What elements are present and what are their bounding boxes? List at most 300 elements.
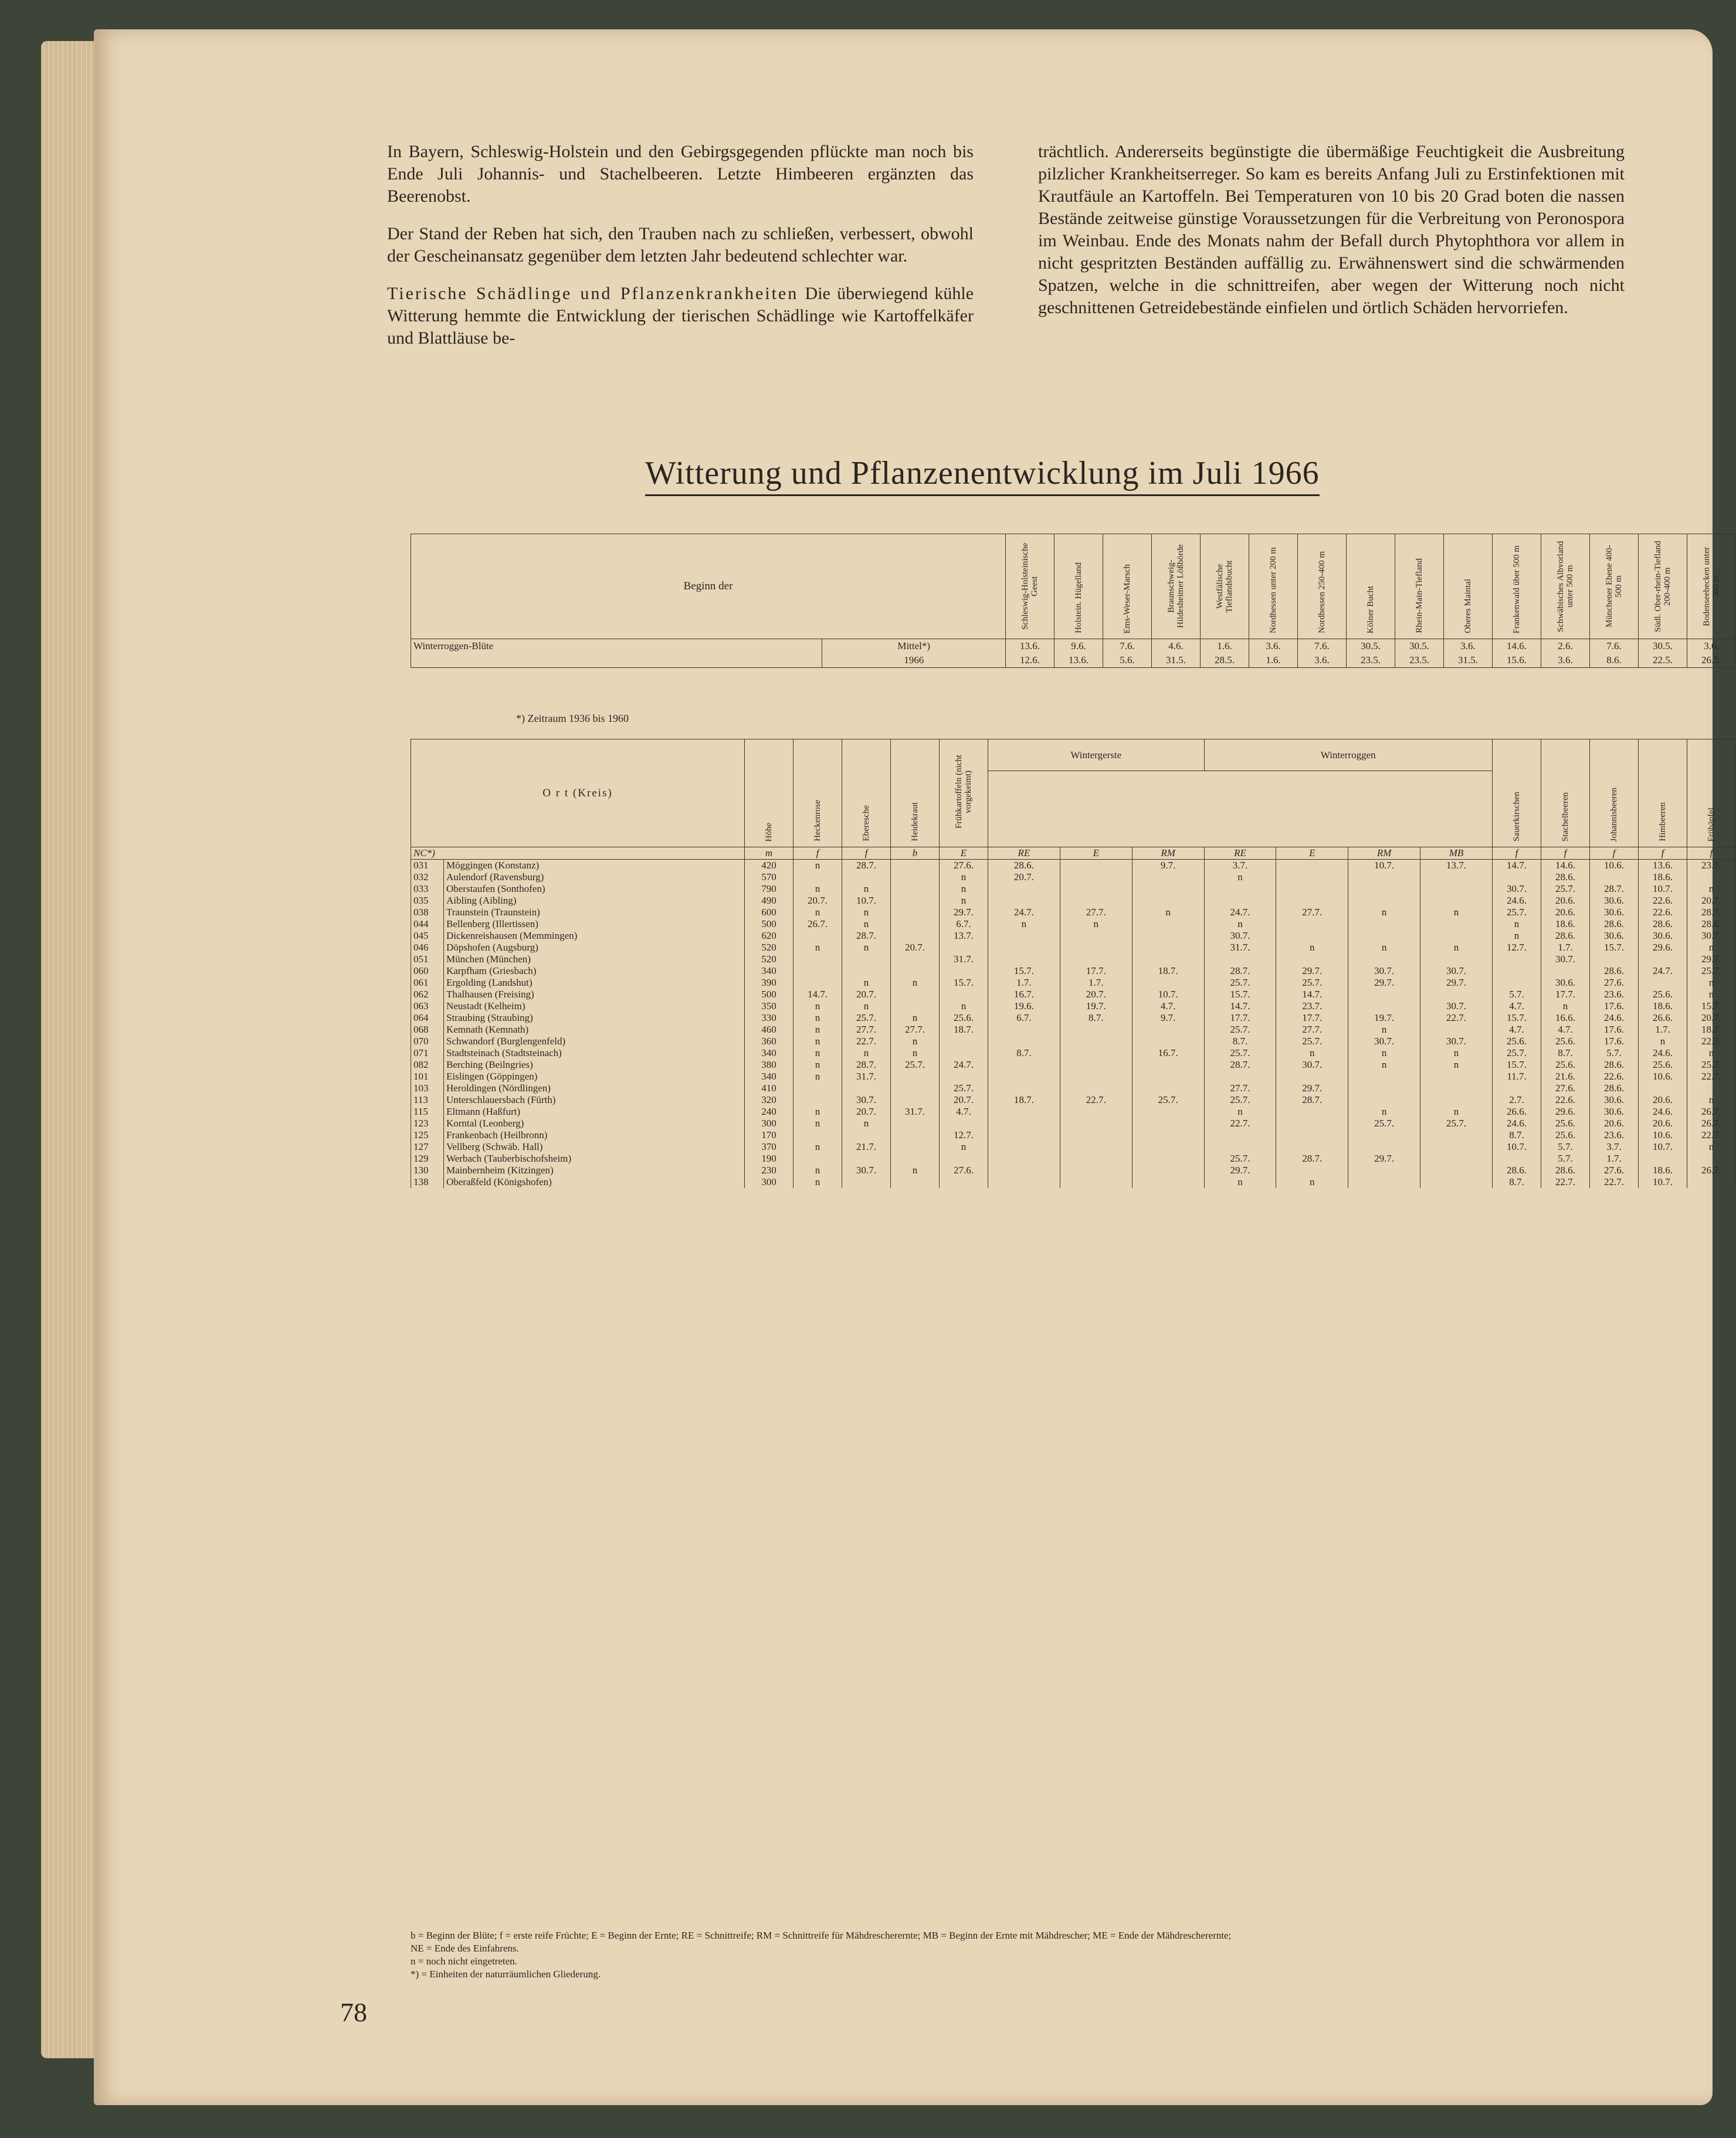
unit-cell: b bbox=[891, 847, 940, 860]
date-cell: n bbox=[1687, 1047, 1736, 1059]
date-cell: n bbox=[940, 883, 988, 895]
date-cell: 22.7. bbox=[1420, 1012, 1493, 1024]
date-cell bbox=[1420, 1024, 1493, 1036]
date-cell: 15.7. bbox=[1493, 1012, 1541, 1024]
date-cell: 10.7. bbox=[1639, 883, 1687, 895]
table-row bbox=[411, 1176, 1736, 1188]
date-cell bbox=[1204, 1129, 1276, 1141]
table-row bbox=[411, 1165, 1736, 1176]
date-cell: 15.7. bbox=[1590, 942, 1639, 953]
date-cell: 26.6. bbox=[1493, 1106, 1541, 1118]
date-cell: 31.7. bbox=[1204, 942, 1276, 953]
unit-cell: E bbox=[1060, 847, 1132, 860]
date-cell bbox=[1590, 953, 1639, 965]
date-cell: 25.6. bbox=[1541, 1059, 1590, 1071]
date-cell: 14.7. bbox=[1276, 989, 1348, 1000]
date-cell: 28.6. bbox=[1541, 1165, 1590, 1176]
table-row bbox=[411, 977, 1736, 989]
date-cell: 5.7. bbox=[1493, 989, 1541, 1000]
station-code: 033 bbox=[411, 883, 444, 895]
date-cell: n bbox=[891, 1165, 940, 1176]
date-cell: 25.6. bbox=[1493, 1036, 1541, 1047]
date-cell bbox=[1348, 1000, 1420, 1012]
station-code: 129 bbox=[411, 1153, 444, 1165]
date-cell bbox=[1060, 895, 1132, 907]
date-cell bbox=[940, 965, 988, 977]
station-code: 060 bbox=[411, 965, 444, 977]
date-cell: n bbox=[940, 1141, 988, 1153]
date-cell bbox=[1348, 883, 1420, 895]
date-cell: 24.6. bbox=[1639, 1047, 1687, 1059]
date-cell bbox=[1687, 1082, 1736, 1094]
summary-cell: 4.6. bbox=[1152, 639, 1201, 654]
date-cell: n bbox=[842, 883, 891, 895]
station-name: Unterschlauersbach (Fürth) bbox=[443, 1094, 744, 1106]
date-cell: 14.6. bbox=[1541, 860, 1590, 872]
date-cell: 8.7. bbox=[988, 1047, 1060, 1059]
date-cell: n bbox=[1493, 930, 1541, 942]
summary-cell: 7.6. bbox=[1590, 639, 1639, 654]
date-cell: n bbox=[1204, 871, 1276, 883]
date-cell: 24.7. bbox=[1204, 907, 1276, 918]
date-cell: n bbox=[1348, 1106, 1420, 1118]
col-hoehe: Höhe bbox=[745, 739, 794, 847]
unit-cell: f bbox=[1590, 847, 1639, 860]
date-cell: 23.7. bbox=[1276, 1000, 1348, 1012]
date-cell: 25.7. bbox=[1348, 1118, 1420, 1129]
col-stachelbeeren: Stachelbeeren bbox=[1541, 739, 1590, 847]
summary-table bbox=[411, 534, 1736, 668]
station-code: 031 bbox=[411, 860, 444, 872]
date-cell: n bbox=[1132, 907, 1204, 918]
units-row bbox=[411, 847, 1736, 860]
unit-cell: RE bbox=[1204, 847, 1276, 860]
date-cell: n bbox=[794, 1024, 842, 1036]
station-height: 300 bbox=[745, 1176, 794, 1188]
date-cell: 20.6. bbox=[1639, 1094, 1687, 1106]
date-cell bbox=[1493, 1082, 1541, 1094]
date-cell: n bbox=[1687, 1141, 1736, 1153]
date-cell bbox=[1276, 930, 1348, 942]
date-cell bbox=[1132, 1165, 1204, 1176]
summary-corner: Beginn der bbox=[411, 534, 1006, 639]
station-height: 600 bbox=[745, 907, 794, 918]
unit-cell: RM bbox=[1348, 847, 1420, 860]
date-cell: n bbox=[794, 1059, 842, 1071]
date-cell: 25.6. bbox=[1639, 989, 1687, 1000]
date-cell bbox=[1132, 1153, 1204, 1165]
summary-cell: 13.6. bbox=[1006, 639, 1055, 654]
station-code: 082 bbox=[411, 1059, 444, 1071]
date-cell bbox=[1060, 1059, 1132, 1071]
date-cell: 29.7. bbox=[1687, 953, 1736, 965]
station-height: 370 bbox=[745, 1141, 794, 1153]
station-name: Werbach (Tauberbischofsheim) bbox=[443, 1153, 744, 1165]
date-cell: 27.7. bbox=[1276, 907, 1348, 918]
station-name: Schwandorf (Burglengenfeld) bbox=[443, 1036, 744, 1047]
station-height: 520 bbox=[745, 953, 794, 965]
date-cell: 28.6. bbox=[1590, 1082, 1639, 1094]
unit-cell: MB bbox=[1420, 847, 1493, 860]
summary-cell: 1.6. bbox=[1201, 639, 1249, 654]
date-cell: 27.7. bbox=[891, 1024, 940, 1036]
date-cell: n bbox=[1204, 918, 1276, 930]
station-height: 190 bbox=[745, 1153, 794, 1165]
date-cell bbox=[988, 1176, 1060, 1188]
date-cell: 30.6. bbox=[1590, 895, 1639, 907]
date-cell: 17.6. bbox=[1590, 1000, 1639, 1012]
date-cell bbox=[1132, 1129, 1204, 1141]
date-cell bbox=[988, 1118, 1060, 1129]
date-cell bbox=[1276, 1118, 1348, 1129]
date-cell: 30.6. bbox=[1590, 930, 1639, 942]
date-cell bbox=[1348, 953, 1420, 965]
station-height: 420 bbox=[745, 860, 794, 872]
date-cell bbox=[988, 1129, 1060, 1141]
date-cell bbox=[891, 965, 940, 977]
date-cell: n bbox=[794, 1036, 842, 1047]
date-cell bbox=[842, 1176, 891, 1188]
date-cell: 4.7. bbox=[1493, 1000, 1541, 1012]
date-cell: n bbox=[1420, 907, 1493, 918]
date-cell: 21.7. bbox=[842, 1141, 891, 1153]
date-cell: 30.7. bbox=[1541, 953, 1590, 965]
date-cell: 25.7. bbox=[1204, 977, 1276, 989]
station-code: 103 bbox=[411, 1082, 444, 1094]
date-cell bbox=[1132, 1106, 1204, 1118]
summary-row-label bbox=[411, 653, 822, 668]
date-cell: 10.6. bbox=[1590, 860, 1639, 872]
summary-cell: 3.6. bbox=[1687, 639, 1736, 654]
date-cell: 20.6. bbox=[1541, 895, 1590, 907]
date-cell bbox=[891, 1118, 940, 1129]
legend bbox=[411, 1929, 1736, 1981]
date-cell bbox=[891, 860, 940, 872]
date-cell: 11.7. bbox=[1493, 1071, 1541, 1082]
table-row bbox=[411, 1129, 1736, 1141]
date-cell: n bbox=[794, 1165, 842, 1176]
date-cell: 24.6. bbox=[1639, 1106, 1687, 1118]
date-cell bbox=[1132, 871, 1204, 883]
station-height: 300 bbox=[745, 1118, 794, 1129]
station-code: 101 bbox=[411, 1071, 444, 1082]
date-cell: 24.7. bbox=[988, 907, 1060, 918]
date-cell bbox=[794, 1094, 842, 1106]
date-cell bbox=[1060, 1106, 1132, 1118]
date-cell: 25.6. bbox=[940, 1012, 988, 1024]
date-cell bbox=[891, 895, 940, 907]
region-header: Münchener Ebene 400-500 m bbox=[1590, 534, 1639, 639]
date-cell: 25.7. bbox=[1204, 1094, 1276, 1106]
station-code: 138 bbox=[411, 1176, 444, 1188]
date-cell bbox=[891, 918, 940, 930]
date-cell bbox=[1132, 918, 1204, 930]
page-title: Witterung und Pflanzenentwicklung im Juli 1966 bbox=[645, 454, 1320, 496]
date-cell: 9.7. bbox=[1132, 860, 1204, 872]
book-page bbox=[94, 29, 1721, 2105]
date-cell: 27.7. bbox=[1204, 1082, 1276, 1094]
date-cell: 20.6. bbox=[1639, 1118, 1687, 1129]
date-cell: 25.7. bbox=[1204, 1153, 1276, 1165]
date-cell: 26.7. bbox=[794, 918, 842, 930]
date-cell: 20.6. bbox=[1541, 907, 1590, 918]
station-name: Mainbernheim (Kitzingen) bbox=[443, 1165, 744, 1176]
page-number: 78 bbox=[340, 1997, 367, 2027]
col-johannisbeeren: Johannisbeeren bbox=[1590, 739, 1639, 847]
date-cell: 25.7. bbox=[1493, 907, 1541, 918]
table-row bbox=[411, 953, 1736, 965]
date-cell: 30.6. bbox=[1590, 1106, 1639, 1118]
date-cell: 30.6. bbox=[1590, 907, 1639, 918]
date-cell: n bbox=[842, 1047, 891, 1059]
date-cell: 23.6. bbox=[1590, 989, 1639, 1000]
date-cell: n bbox=[842, 907, 891, 918]
date-cell bbox=[988, 1153, 1060, 1165]
date-cell bbox=[1276, 953, 1348, 965]
station-name: Eislingen (Göppingen) bbox=[443, 1071, 744, 1082]
date-cell: 27.6. bbox=[940, 1165, 988, 1176]
station-height: 340 bbox=[745, 1047, 794, 1059]
date-cell bbox=[1420, 989, 1493, 1000]
table-row bbox=[411, 965, 1736, 977]
date-cell bbox=[1060, 1153, 1132, 1165]
date-cell bbox=[1276, 860, 1348, 872]
date-cell: 28.6. bbox=[1541, 871, 1590, 883]
date-cell: 20.7. bbox=[1060, 989, 1132, 1000]
date-cell: 10.7. bbox=[1132, 989, 1204, 1000]
date-cell: n bbox=[794, 907, 842, 918]
date-cell: 29.7. bbox=[1276, 965, 1348, 977]
main-body bbox=[411, 847, 1736, 1189]
station-code: 051 bbox=[411, 953, 444, 965]
col-sauerkirschen: Sauerkirschen bbox=[1493, 739, 1541, 847]
date-cell: 29.7. bbox=[1276, 1082, 1348, 1094]
date-cell bbox=[988, 942, 1060, 953]
date-cell: 27.6. bbox=[1590, 977, 1639, 989]
date-cell bbox=[1493, 871, 1541, 883]
unit-cell: RM bbox=[1132, 847, 1204, 860]
legend-line: n = noch nicht eingetreten. bbox=[411, 1956, 517, 1967]
region-header: Nordhessen unter 200 m bbox=[1249, 534, 1298, 639]
station-name: Traunstein (Traunstein) bbox=[443, 907, 744, 918]
date-cell bbox=[794, 1153, 842, 1165]
date-cell: 5.7. bbox=[1590, 1047, 1639, 1059]
date-cell: 16.6. bbox=[1541, 1012, 1590, 1024]
date-cell bbox=[1348, 1176, 1420, 1188]
table-row bbox=[411, 1153, 1736, 1165]
date-cell bbox=[1132, 1176, 1204, 1188]
station-height: 230 bbox=[745, 1165, 794, 1176]
date-cell: 24.7. bbox=[940, 1059, 988, 1071]
station-name: Vellberg (Schwäb. Hall) bbox=[443, 1141, 744, 1153]
date-cell: 27.7. bbox=[1276, 1024, 1348, 1036]
date-cell: 22.6. bbox=[1541, 1094, 1590, 1106]
date-cell bbox=[1348, 1094, 1420, 1106]
date-cell: 24.6. bbox=[1493, 895, 1541, 907]
date-cell: 23.7. bbox=[1687, 860, 1736, 872]
date-cell: 24.6. bbox=[1590, 1012, 1639, 1024]
table-row bbox=[411, 883, 1736, 895]
station-code: 046 bbox=[411, 942, 444, 953]
date-cell bbox=[1493, 1153, 1541, 1165]
table-row bbox=[411, 1071, 1736, 1082]
date-cell: 6.7. bbox=[940, 918, 988, 930]
station-height: 500 bbox=[745, 989, 794, 1000]
ort-header: O r t (Kreis) bbox=[411, 739, 745, 847]
date-cell bbox=[842, 1129, 891, 1141]
date-cell: 4.7. bbox=[1541, 1024, 1590, 1036]
date-cell bbox=[1420, 1153, 1493, 1165]
date-cell: 30.7. bbox=[1493, 883, 1541, 895]
date-cell: 24.7. bbox=[1639, 965, 1687, 977]
table-row bbox=[411, 1106, 1736, 1118]
date-cell bbox=[1639, 953, 1687, 965]
station-name: Aulendorf (Ravensburg) bbox=[443, 871, 744, 883]
table-row bbox=[411, 871, 1736, 883]
station-name: Karpfham (Griesbach) bbox=[443, 965, 744, 977]
date-cell bbox=[1276, 883, 1348, 895]
unit-cell: m bbox=[745, 847, 794, 860]
summary-cell: 22.5. bbox=[1639, 653, 1687, 668]
station-code: 062 bbox=[411, 989, 444, 1000]
date-cell bbox=[940, 1047, 988, 1059]
date-cell bbox=[1687, 1176, 1736, 1188]
date-cell: n bbox=[794, 883, 842, 895]
date-cell bbox=[1493, 953, 1541, 965]
date-cell: n bbox=[1348, 1024, 1420, 1036]
station-name: Dickenreishausen (Memmingen) bbox=[443, 930, 744, 942]
date-cell bbox=[1132, 942, 1204, 953]
date-cell: 10.7. bbox=[1348, 860, 1420, 872]
date-cell: 14.7. bbox=[1493, 860, 1541, 872]
date-cell: 25.6. bbox=[1541, 1036, 1590, 1047]
date-cell: 30.7. bbox=[1420, 1036, 1493, 1047]
date-cell bbox=[1639, 1153, 1687, 1165]
date-cell: n bbox=[940, 871, 988, 883]
table-row bbox=[411, 1141, 1736, 1153]
date-cell bbox=[1348, 1082, 1420, 1094]
date-cell bbox=[940, 1036, 988, 1047]
date-cell bbox=[1060, 930, 1132, 942]
date-cell bbox=[1060, 1141, 1132, 1153]
date-cell: 17.7. bbox=[1276, 1012, 1348, 1024]
station-name: Aibling (Aibling) bbox=[443, 895, 744, 907]
date-cell: 25.6. bbox=[1541, 1118, 1590, 1129]
date-cell bbox=[794, 1082, 842, 1094]
unit-cell: f bbox=[1687, 847, 1736, 860]
station-height: 340 bbox=[745, 1071, 794, 1082]
summary-cell: 31.5. bbox=[1444, 653, 1493, 668]
date-cell: 31.7. bbox=[940, 953, 988, 965]
date-cell: 18.6. bbox=[1639, 1000, 1687, 1012]
summary-row-label: Winterroggen-Blüte bbox=[411, 639, 822, 654]
date-cell: 30.6. bbox=[1541, 977, 1590, 989]
date-cell: 20.7. bbox=[1687, 1012, 1736, 1024]
date-cell bbox=[891, 930, 940, 942]
date-cell bbox=[988, 1036, 1060, 1047]
station-height: 360 bbox=[745, 1036, 794, 1047]
date-cell: 25.7. bbox=[1204, 1024, 1276, 1036]
date-cell: n bbox=[842, 918, 891, 930]
date-cell: 29.7. bbox=[1204, 1165, 1276, 1176]
date-cell bbox=[1276, 1071, 1348, 1082]
station-height: 320 bbox=[745, 1094, 794, 1106]
date-cell bbox=[891, 1153, 940, 1165]
station-code: 070 bbox=[411, 1036, 444, 1047]
date-cell: 15.7. bbox=[1493, 1059, 1541, 1071]
date-cell: n bbox=[1420, 1106, 1493, 1118]
station-name: Thalhausen (Freising) bbox=[443, 989, 744, 1000]
date-cell bbox=[1060, 1047, 1132, 1059]
col-fruehkartoffeln: Frühkartoffeln (nicht vorgekeimt) bbox=[940, 739, 988, 847]
table-row bbox=[411, 1000, 1736, 1012]
date-cell bbox=[1276, 1129, 1348, 1141]
main-header-row-1 bbox=[411, 739, 1736, 771]
date-cell bbox=[891, 1129, 940, 1141]
date-cell: 22.7. bbox=[1687, 1036, 1736, 1047]
date-cell: 3.7. bbox=[1590, 1141, 1639, 1153]
date-cell bbox=[1060, 1082, 1132, 1094]
date-cell bbox=[1493, 965, 1541, 977]
table-row bbox=[411, 1094, 1736, 1106]
date-cell bbox=[1420, 1094, 1493, 1106]
date-cell bbox=[1204, 1071, 1276, 1082]
col-heckenrose: Heckenrose bbox=[794, 739, 842, 847]
station-height: 620 bbox=[745, 930, 794, 942]
date-cell bbox=[1276, 871, 1348, 883]
date-cell: 13.7. bbox=[940, 930, 988, 942]
text-column-left bbox=[387, 141, 974, 349]
date-cell bbox=[940, 1071, 988, 1082]
date-cell bbox=[891, 1071, 940, 1082]
date-cell: 25.7. bbox=[1204, 1047, 1276, 1059]
date-cell bbox=[988, 1071, 1060, 1082]
table-row bbox=[411, 1012, 1736, 1024]
date-cell: 8.7. bbox=[1060, 1012, 1132, 1024]
date-cell: n bbox=[940, 1000, 988, 1012]
summary-cell: 23.5. bbox=[1395, 653, 1444, 668]
summary-cell: 3.6. bbox=[1444, 639, 1493, 654]
date-cell: 28.6. bbox=[988, 860, 1060, 872]
date-cell: n bbox=[1276, 1047, 1348, 1059]
date-cell: 28.7. bbox=[842, 930, 891, 942]
date-cell: 28.7. bbox=[1687, 907, 1736, 918]
date-cell: n bbox=[1348, 1047, 1420, 1059]
date-cell: 29.7. bbox=[1420, 977, 1493, 989]
date-cell: 25.7. bbox=[842, 1012, 891, 1024]
date-cell: n bbox=[1541, 1000, 1590, 1012]
date-cell: 27.6. bbox=[1541, 1082, 1590, 1094]
date-cell bbox=[1348, 1129, 1420, 1141]
date-cell bbox=[1132, 895, 1204, 907]
date-cell: 21.6. bbox=[1541, 1071, 1590, 1082]
station-name: Eltmann (Haßfurt) bbox=[443, 1106, 744, 1118]
station-code: 064 bbox=[411, 1012, 444, 1024]
date-cell bbox=[1204, 883, 1276, 895]
date-cell: 22.7. bbox=[1590, 1176, 1639, 1188]
date-cell bbox=[1420, 918, 1493, 930]
date-cell: 25.7. bbox=[1276, 1036, 1348, 1047]
date-cell bbox=[1348, 871, 1420, 883]
region-header: Nordhessen 250-400 m bbox=[1298, 534, 1347, 639]
date-cell: 25.7. bbox=[1687, 1059, 1736, 1071]
summary-cell: 30.5. bbox=[1347, 639, 1395, 654]
summary-cell: 7.6. bbox=[1298, 639, 1347, 654]
date-cell: 27.6. bbox=[1590, 1165, 1639, 1176]
date-cell bbox=[1060, 1165, 1132, 1176]
date-cell: n bbox=[1348, 942, 1420, 953]
date-cell: 25.7. bbox=[940, 1082, 988, 1094]
